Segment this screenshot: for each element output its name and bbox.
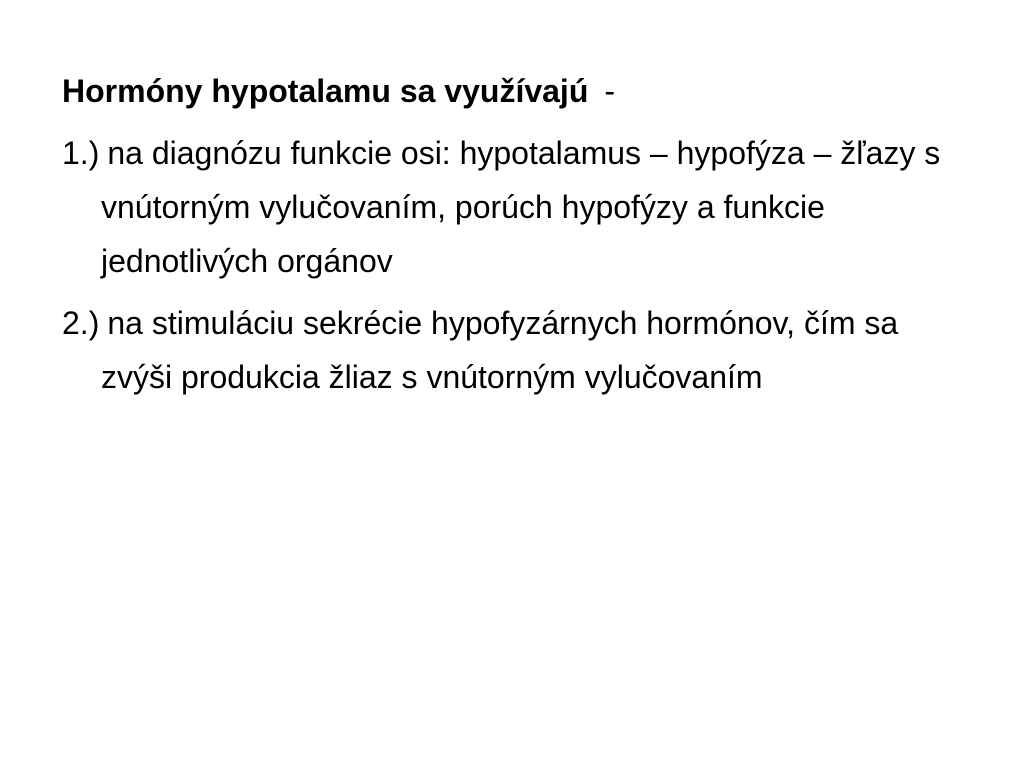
list-item-text: na stimuláciu sekrécie hypofyzárnych hormónov, čím sa zvýši produkcia žliaz s vnútorným vylučovaním [101,305,899,395]
list-item [62,296,962,404]
heading-text: Hormóny hypotalamu sa využívajú [62,73,589,109]
list-item-number: 1.) [62,135,100,171]
list-item [62,126,962,288]
heading-dash: - [604,73,616,109]
slide-content [62,64,962,404]
slide-heading [62,64,962,118]
list-item-text: na diagnózu funkcie osi: hypotalamus – hypofýza – žľazy s vnútorným vylučovaním, porúch hypofýzy a funkcie jednotlivých orgánov [101,135,941,279]
list-item-number: 2.) [62,305,100,341]
